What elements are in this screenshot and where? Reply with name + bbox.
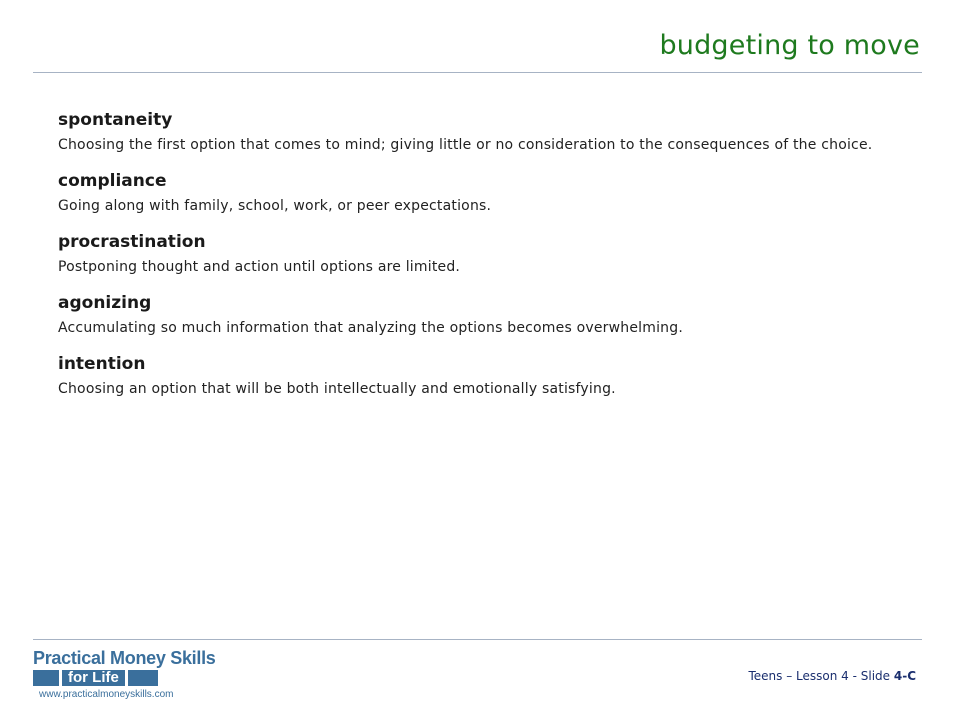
term-name: intention — [58, 354, 146, 374]
logo-block — [33, 670, 59, 686]
term-definition: Choosing an option that will be both intellectually and emotionally satisfying. — [58, 381, 616, 397]
term-item — [58, 171, 888, 216]
term-item — [58, 293, 888, 338]
term-name: compliance — [58, 171, 167, 191]
term-definition: Postponing thought and action until options are limited. — [58, 259, 461, 275]
slide-number: 4-C — [893, 669, 916, 683]
practical-money-skills-logo — [33, 648, 216, 700]
term-name: spontaneity — [58, 110, 173, 130]
footer-label: Teens – Lesson 4 - Slide — [748, 669, 891, 683]
logo-bar — [33, 669, 203, 687]
logo-tagline: for Life — [62, 670, 125, 686]
term-name: agonizing — [58, 293, 152, 313]
term-item — [58, 110, 888, 155]
top-divider — [33, 72, 922, 73]
bottom-divider — [33, 639, 922, 640]
term-definition: Choosing the first option that comes to mind; giving little or no consideration to the consequences of the choice. — [58, 137, 873, 153]
logo-url: www.practicalmoneyskills.com — [39, 689, 174, 700]
term-list — [58, 110, 888, 415]
slide-footer — [748, 669, 916, 683]
term-item — [58, 354, 888, 399]
term-definition: Accumulating so much information that analyzing the options becomes overwhelming. — [58, 320, 683, 336]
slide-title: budgeting to move — [659, 30, 920, 61]
logo-title: Practical Money Skills — [33, 648, 216, 668]
term-item — [58, 232, 888, 277]
term-name: procrastination — [58, 232, 206, 252]
term-definition: Going along with family, school, work, or peer expectations. — [58, 198, 492, 214]
logo-block — [128, 670, 158, 686]
